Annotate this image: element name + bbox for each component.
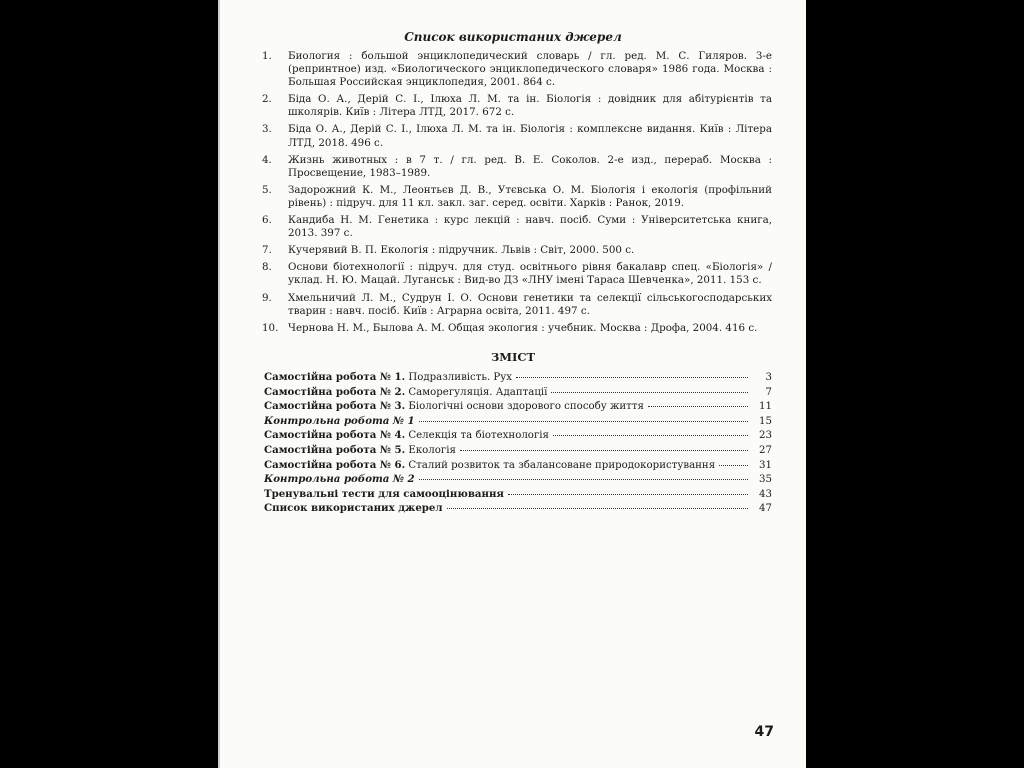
toc-leader-dots [719,455,748,466]
toc-entry-heading: Самостійна робота № 1. [264,371,406,383]
reference-item [262,261,772,287]
references-list [262,50,772,339]
reference-number: 9. [262,291,272,304]
reference-item [262,50,772,89]
reference-item [262,292,772,318]
toc-leader-dots [551,382,748,393]
toc-leader-dots [648,396,748,407]
reference-text: Чернова Н. М., Былова А. М. Общая экология : учебник. Москва : Дрофа, 2004. 416 с. [288,321,758,334]
reference-number: 3. [262,123,272,136]
toc-entry-heading: Самостійна робота № 5. [264,443,406,456]
toc-entry-title: Сталий розвиток та збалансоване природокористування [405,459,716,471]
toc-entry-title: Тренувальні тести для самооцінювання [264,487,504,500]
toc-entry-title: Селекція та біотехнологія [405,430,549,442]
reference-number: 8. [262,261,272,274]
toc-page-number: 47 [759,503,772,515]
toc-entry-heading: Контрольна робота № 1 [264,414,415,427]
reference-item [262,184,772,210]
toc-page-number: 35 [759,474,772,486]
toc-leader-dots [447,498,748,509]
toc-entry-title: Список використаних джерел [264,502,443,515]
toc-entry-text [264,501,443,516]
toc-entry-text [264,385,547,401]
toc-page-number: 43 [759,488,772,500]
reference-text: Кучерявий В. П. Екологія : підручник. Львів : Світ, 2000. 500 с. [288,244,635,257]
toc-page-number: 11 [759,401,772,413]
toc-page-number: 3 [765,372,772,383]
toc-entry-text [264,443,456,459]
toc-entry [264,442,772,457]
toc-entry-heading: Самостійна робота № 4. [264,429,406,442]
toc-entry [264,500,772,515]
reference-text: Біда О. А., Дерій С. І., Ілюха Л. М. та ін. Біологія : довідник для абітурієнтів та школярів. Київ : Літера ЛТД, 2017. 672 с. [288,93,772,119]
reference-number: 4. [262,153,272,166]
toc-entry-heading: Самостійна робота № 6. [264,458,406,471]
toc-page-number: 31 [759,459,772,471]
reference-text: Биология : большой энциклопедический словарь / гл. ред. М. С. Гиляров. 3-е (репринтное) изд. «Биологического энциклопедического словаря» 1986 года. Москва : Большая Российская энциклопедия, 2001. 864 с. [288,50,772,89]
reference-number: 6. [262,214,272,227]
toc-leader-dots [460,440,748,451]
toc-entry-title: Подразливість. Рух [405,372,513,383]
toc-entry-heading: Самостійна робота № 2. [264,385,406,398]
reference-text: Кандиба Н. М. Генетика : курс лекцій : навч. посіб. Суми : Університетська книга, 2013. 397 с. [288,214,772,240]
reference-number: 10. [262,321,279,334]
toc-leader-dots [419,411,748,422]
toc-entry-text [264,370,512,386]
reference-text: Задорожний К. М., Леонтьєв Д. В., Утєвська О. М. Біологія і екологія (профільний рівень) : підруч. для 11 кл. закл. заг. серед. освіти. Харків : Ранок, 2019. [288,183,772,209]
toc-entry-text [264,472,415,488]
book-page [218,0,806,768]
toc-entry-title: Екологія [405,444,456,456]
toc-title: ЗМІСТ [490,350,536,364]
reference-item [262,93,772,119]
references-title: Список використаних джерел [404,30,622,44]
reference-number: 7. [262,244,272,257]
reference-item [262,322,772,335]
toc-entry-title: Саморегуляція. Адаптації [405,386,548,398]
reference-item [262,123,772,149]
reference-text: Хмельничий Л. М., Судрун І. О. Основи генетики та селекції сільськогосподарських тварин : навч. посіб. Київ : Аграрна освіта, 2011. 497 с. [288,291,772,317]
table-of-contents [264,369,772,515]
toc-entry-heading: Контрольна робота № 2 [264,473,415,486]
toc-entry-text [264,414,415,430]
toc-leader-dots [419,469,748,480]
reference-item [262,214,772,240]
reference-text: Біда О. А., Дерій С. І., Ілюха Л. М. та ін. Біологія : комплексне видання. Київ : Літера ЛТД, 2018. 496 с. [288,123,772,149]
reference-number: 5. [262,183,272,196]
toc-leader-dots [508,484,748,495]
toc-leader-dots [516,367,748,378]
toc-page-number: 15 [759,415,772,427]
reference-text: Жизнь животных : в 7 т. / гл. ред. В. Е. Соколов. 2-е изд., перераб. Москва : Просвещение, 1983–1989. [288,153,772,179]
reference-text: Основи біотехнології : підруч. для студ. освітнього рівня бакалавр спец. «Біологія» / уклад. Н. Ю. Мацай. Луганськ : Вид-во ДЗ «ЛНУ імені Тараса Шевченка», 2011. 153 с. [288,261,772,287]
reference-number: 1. [262,50,272,62]
page-number: 47 [754,724,774,740]
reference-number: 2. [262,93,272,106]
reference-item [262,154,772,180]
toc-page-number: 27 [759,444,772,456]
toc-page-number: 7 [765,386,772,398]
toc-entry-title: Біологічні основи здорового способу життя [405,401,644,413]
reference-item [262,244,772,257]
toc-leader-dots [553,425,748,436]
toc-entry-heading: Самостійна робота № 3. [264,400,406,413]
toc-page-number: 23 [759,430,772,442]
